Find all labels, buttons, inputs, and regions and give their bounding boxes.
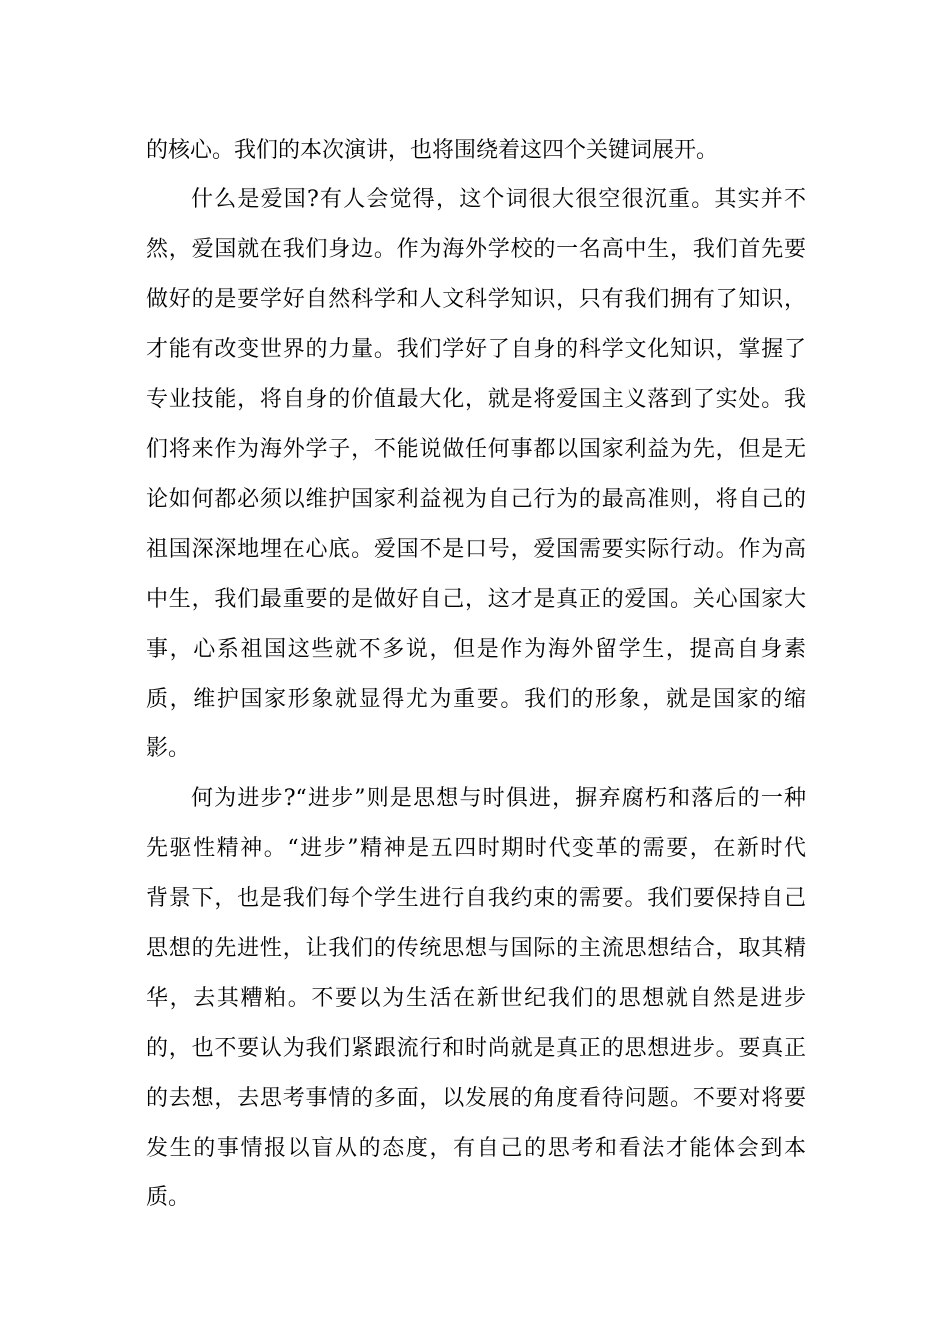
paragraph-2-line-1: 什么是爱国?有人会觉得，这个词很大很空很沉重。其实并不	[191, 187, 806, 212]
paragraph-2-line-11: 质，维护国家形象就显得尤为重要。我们的形象，就是国家的缩	[146, 687, 806, 712]
paragraph-3-line-8: 发生的事情报以盲从的态度，有自己的思考和看法才能体会到本	[146, 1136, 806, 1161]
paragraph-3-line-4: 思想的先进性，让我们的传统思想与国际的主流思想结合，取其精	[146, 936, 806, 961]
paragraph-3-line-5: 华，去其糟粕。不要以为生活在新世纪我们的思想就自然是进步	[146, 986, 806, 1011]
paragraph-2-line-3: 做好的是要学好自然科学和人文科学知识，只有我们拥有了知识，	[146, 287, 806, 312]
paragraph-2-line-6: 们将来作为海外学子，不能说做任何事都以国家利益为先，但是无	[146, 437, 806, 462]
paragraph-3-line-1: 何为进步?“进步”则是思想与时俱进，摒弃腐朽和落后的一种	[191, 786, 806, 811]
paragraph-2-line-7: 论如何都必须以维护国家利益视为自己行为的最高准则，将自己的	[146, 487, 806, 512]
paragraph-3-line-2: 先驱性精神。“进步”精神是五四时期时代变革的需要，在新时代	[146, 836, 806, 861]
paragraph-3-line-7: 的去想，去思考事情的多面，以发展的角度看待问题。不要对将要	[146, 1086, 806, 1111]
paragraph-2-line-2: 然，爱国就在我们身边。作为海外学校的一名高中生，我们首先要	[146, 237, 806, 262]
paragraph-3-line-6: 的，也不要认为我们紧跟流行和时尚就是真正的思想进步。要真正	[146, 1036, 806, 1061]
paragraph-2-line-8: 祖国深深地埋在心底。爱国不是口号，爱国需要实际行动。作为高	[146, 537, 806, 562]
paragraph-3-line-9: 质。	[146, 1185, 191, 1210]
paragraph-2-line-5: 专业技能，将自身的价值最大化，就是将爱国主义落到了实处。我	[146, 387, 806, 412]
paragraph-1-line-1: 的核心。我们的本次演讲，也将围绕着这四个关键词展开。	[146, 138, 719, 163]
paragraph-2-line-9: 中生，我们最重要的是做好自己，这才是真正的爱国。关心国家大	[146, 587, 806, 612]
paragraph-2-line-4: 才能有改变世界的力量。我们学好了自身的科学文化知识，掌握了	[146, 337, 806, 362]
paragraph-2-line-10: 事，心系祖国这些就不多说，但是作为海外留学生，提高自身素	[146, 637, 806, 662]
paragraph-2-line-12: 影。	[146, 736, 191, 761]
paragraph-3-line-3: 背景下，也是我们每个学生进行自我约束的需要。我们要保持自己	[146, 886, 806, 911]
